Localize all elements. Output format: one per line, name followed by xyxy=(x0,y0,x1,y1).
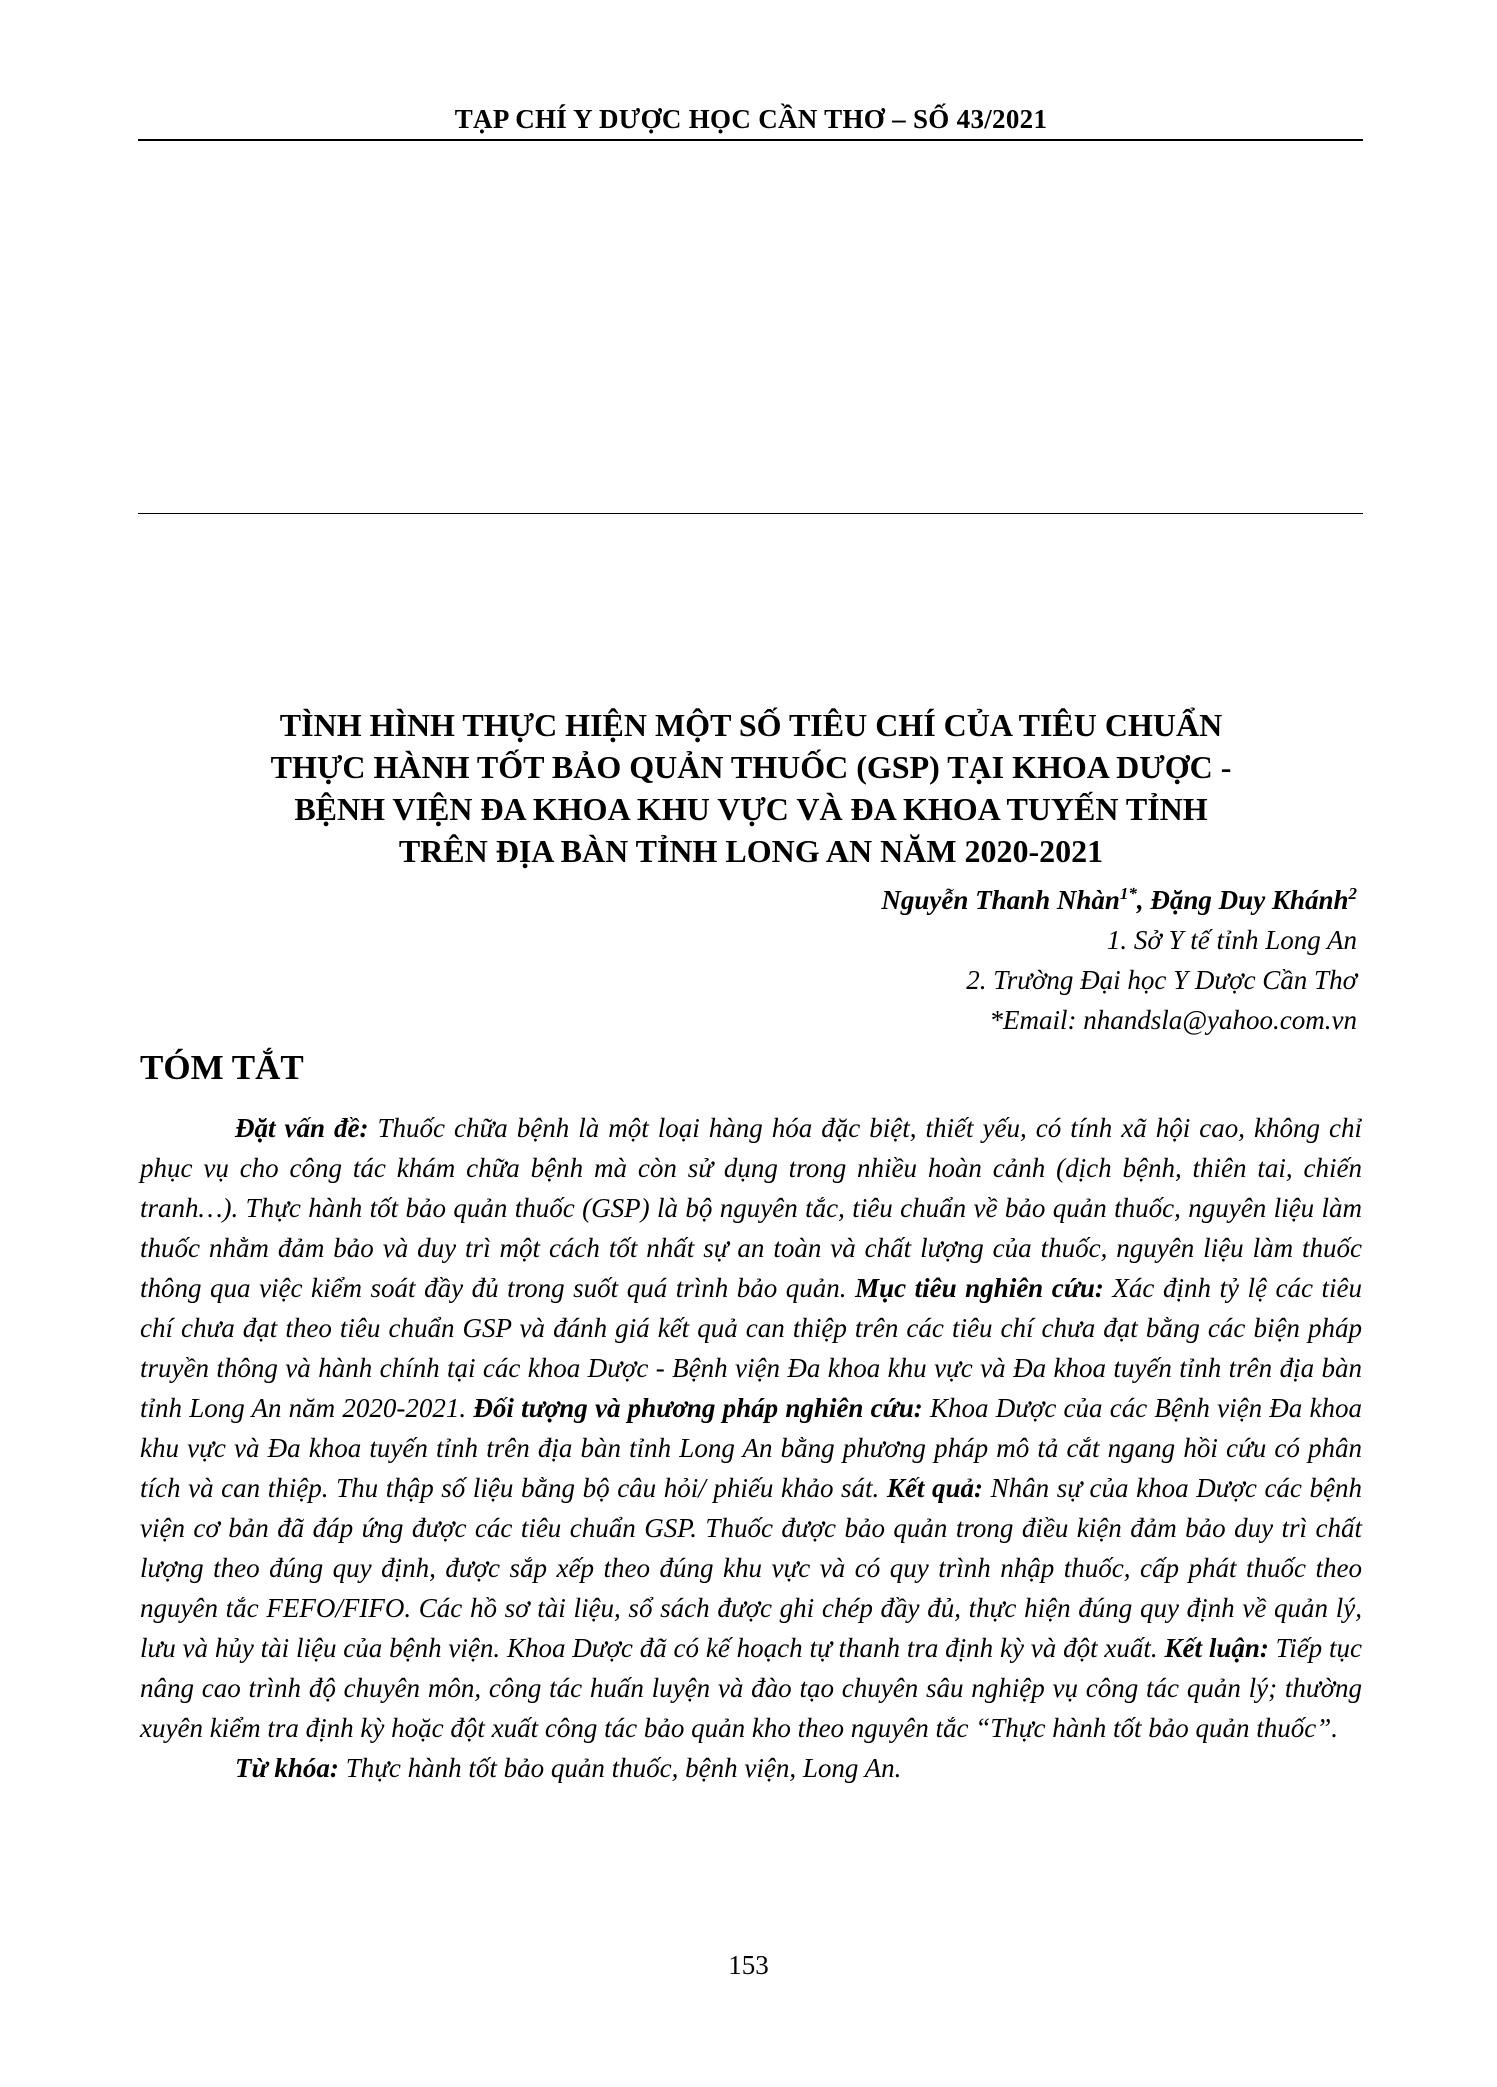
section-text: Tiếp tục nâng cao trình độ chuyên môn, công tác huấn luyện và đào tạo chuyên sâu nghiệp vụ công tác quản lý; thường xuyên kiểm tra định kỳ hoặc đột xuất công tác bảo quản kho theo nguyên tắc “Thực hành tốt bảo quản thuốc”. xyxy=(140,1633,1362,1743)
keywords-paragraph xyxy=(140,1748,1362,1788)
keywords-text: Thực hành tốt bảo quản thuốc, bệnh viện, Long An. xyxy=(338,1753,902,1783)
section-text: Xác định tỷ lệ các tiêu chí chưa đạt theo tiêu chuẩn GSP và đánh giá kết quả can thiệp trên các tiêu chí chưa đạt bằng các biện pháp truyền thông và hành chính tại các khoa Dược - Bệnh viện Đa khoa khu vực và Đa khoa tuyến tỉnh trên địa bàn tỉnh Long An năm 2020-2021. xyxy=(140,1273,1362,1423)
header-rule xyxy=(138,139,1363,141)
email-link[interactable]: *Email: nhandsla@yahoo.com.vn xyxy=(989,1005,1357,1035)
section-label: Kết quả: xyxy=(886,1473,984,1503)
abstract-paragraph xyxy=(140,1108,1362,1748)
page-number: 153 xyxy=(728,1950,769,1980)
author-name: Nguyễn Thanh Nhàn xyxy=(881,885,1120,915)
section-label: Đối tượng và phương pháp nghiên cứu: xyxy=(473,1393,923,1423)
section-text: Nhân sự của khoa Dược các bệnh viện cơ bản đã đáp ứng được các tiêu chuẩn GSP. Thuốc được bảo quản trong điều kiện đảm bảo duy trì chất lượng theo đúng quy định, được sắp xếp theo đúng khu vực và có quy trình nhập thuốc, cấp phát thuốc theo nguyên tắc FEFO/FIFO. Các hồ sơ tài liệu, sổ sách được ghi chép đầy đủ, thực hiện đúng quy định về quản lý, lưu và hủy tài liệu của bệnh viện. Khoa Dược đã có kế hoạch tự thanh tra định kỳ và đột xuất. xyxy=(140,1473,1362,1663)
title-line: TÌNH HÌNH THỰC HIỆN MỘT SỐ TIÊU CHÍ CỦA TIÊU CHUẨN xyxy=(279,707,1223,743)
section-label: Kết luận: xyxy=(1164,1633,1269,1663)
title-line: THỰC HÀNH TỐT BẢO QUẢN THUỐC (GSP) TẠI KHOA DƯỢC - xyxy=(270,749,1232,785)
affiliation: 2. Trường Đại học Y Dược Cần Thơ xyxy=(966,965,1357,995)
abstract-heading: TÓM TẮT xyxy=(140,1048,304,1087)
article-title xyxy=(140,704,1362,872)
section-divider xyxy=(138,513,1363,514)
affiliation: 1. Sở Y tế tỉnh Long An xyxy=(1106,925,1357,955)
title-line: TRÊN ĐỊA BÀN TỈNH LONG AN NĂM 2020-2021 xyxy=(398,833,1104,869)
author-affiliation-mark: 2 xyxy=(1348,884,1357,903)
section-text: Khoa Dược của các Bệnh viện Đa khoa khu vực và Đa khoa tuyến tỉnh trên địa bàn tỉnh Long An bằng phương pháp mô tả cắt ngang hồi cứu có phân tích và can thiệp. Thu thập số liệu bằng bộ câu hỏi/ phiếu khảo sát. xyxy=(140,1393,1362,1503)
author-name: Đặng Duy Khánh xyxy=(1150,885,1349,915)
author-names xyxy=(881,880,1357,920)
section-text: Thuốc chữa bệnh là một loại hàng hóa đặc biệt, thiết yếu, có tính xã hội cao, không chỉ phục vụ cho công tác khám chữa bệnh mà còn sử dụng trong nhiều hoàn cảnh (dịch bệnh, thiên tai, chiến tranh…). Thực hành tốt bảo quản thuốc (GSP) là bộ nguyên tắc, tiêu chuẩn về bảo quản thuốc, nguyên liệu làm thuốc nhằm đảm bảo và duy trì một cách tốt nhất sự an toàn và chất lượng của thuốc, nguyên liệu làm thuốc thông qua việc kiểm soát đầy đủ trong suốt quá trình bảo quản. xyxy=(140,1113,1362,1303)
journal-header: TẠP CHÍ Y DƯỢC HỌC CẦN THƠ – SỐ 43/2021 xyxy=(454,104,1048,134)
author-affiliation-mark: 1* xyxy=(1119,884,1137,903)
keywords-label: Từ khóa: xyxy=(235,1753,339,1783)
title-line: BỆNH VIỆN ĐA KHOA KHU VỰC VÀ ĐA KHOA TUYẾN TỈNH xyxy=(294,791,1208,827)
section-label: Đặt vấn đề: xyxy=(235,1113,369,1143)
abstract-body xyxy=(140,1108,1362,1788)
author-separator: , xyxy=(1136,885,1151,915)
author-block xyxy=(881,880,1357,1040)
section-label: Mục tiêu nghiên cứu: xyxy=(855,1273,1104,1303)
